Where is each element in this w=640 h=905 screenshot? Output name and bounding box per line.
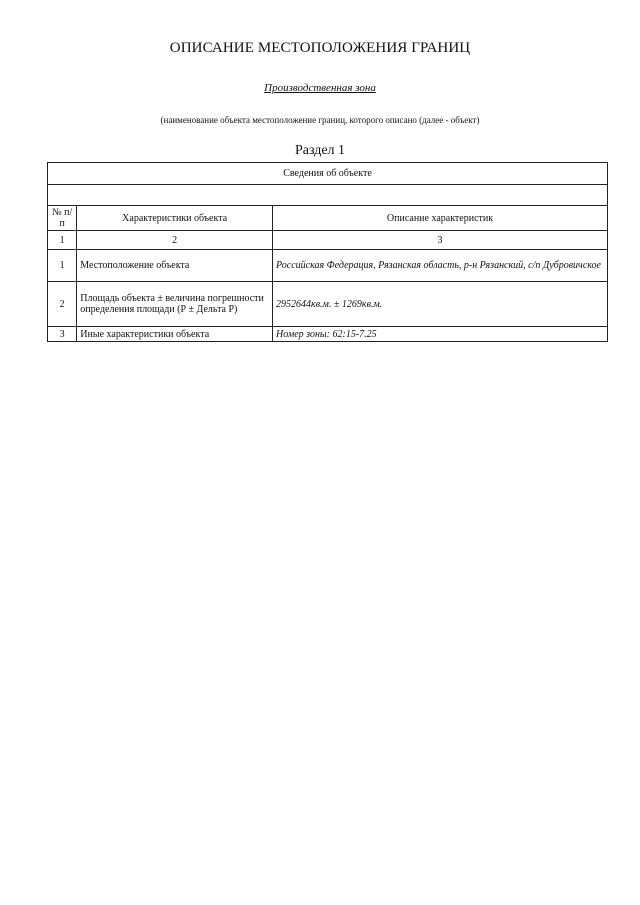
table-row [48,282,608,327]
column-number-2: 2 [77,231,273,250]
row-number: 2 [48,282,77,327]
column-header-description: Описание характеристик [273,206,608,231]
column-header-number: № п/п [48,206,77,231]
object-info-table [47,162,608,342]
row-description: Российская Федерация, Рязанская область, р-н Рязанский, с/п Дубровичское [273,250,608,282]
column-number-1: 1 [48,231,77,250]
column-header-characteristic: Характеристики объекта [77,206,273,231]
section-title: Раздел 1 [294,143,346,158]
row-characteristic: Площадь объекта ± величина погрешности определения площади (Р ± Дельта Р) [77,282,273,327]
table-row [48,250,608,282]
row-number: 1 [48,250,77,282]
row-number: 3 [48,327,77,342]
row-characteristic: Иные характеристики объекта [77,327,273,342]
object-name: Производственная зона [264,82,376,94]
row-description: 2952644кв.м. ± 1269кв.м. [273,282,608,327]
row-characteristic: Местоположение объекта [77,250,273,282]
column-header-row [48,206,608,231]
column-number-3: 3 [273,231,608,250]
object-name-caption: (наименование объекта местоположение границ, которого описано (далее - объект) [160,115,480,125]
table-empty-row [48,185,608,206]
table-row [48,327,608,342]
document-title: ОПИСАНИЕ МЕСТОПОЛОЖЕНИЯ ГРАНИЦ [169,40,471,56]
row-description: Номер зоны: 62:15-7.25 [273,327,608,342]
column-number-row [48,231,608,250]
table-header: Сведения об объекте [48,163,608,185]
